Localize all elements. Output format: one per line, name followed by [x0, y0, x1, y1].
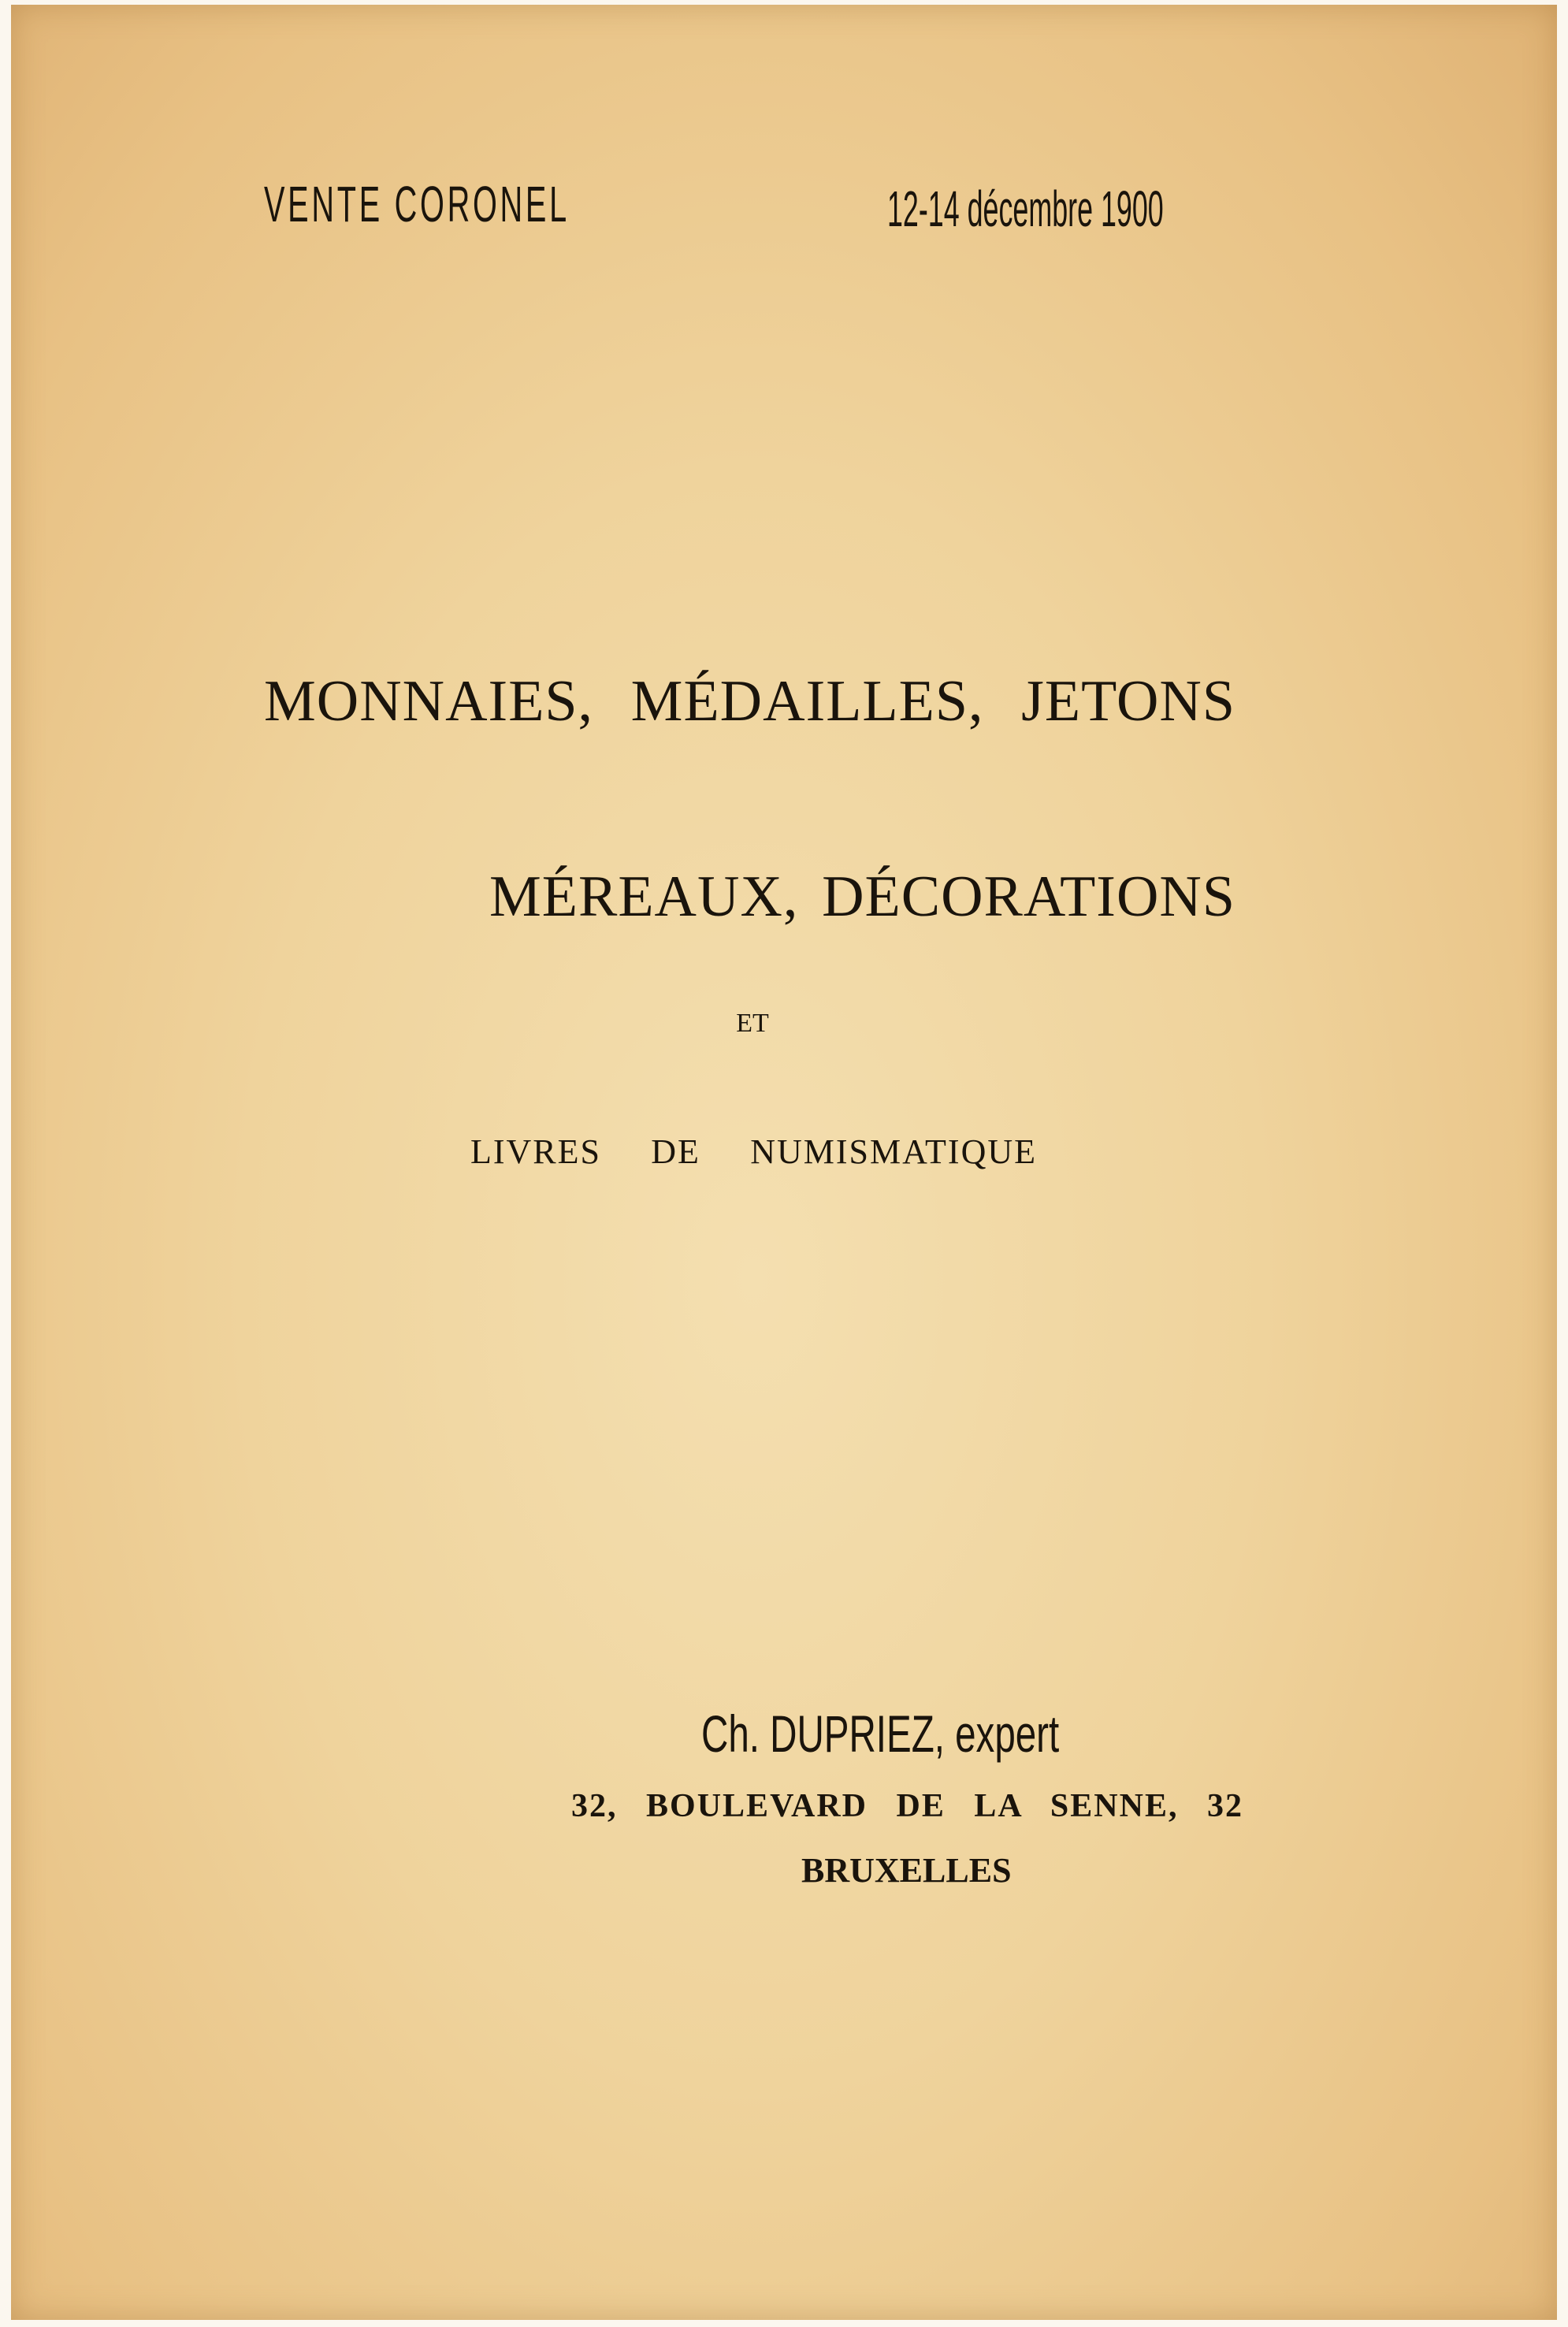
- expert-city: BRUXELLES: [801, 1851, 1012, 1890]
- title-line-2: MÉREAUX, DÉCORATIONS: [489, 864, 1235, 929]
- title-line-3: LIVRES DE NUMISMATIQUE: [470, 1132, 1037, 1171]
- expert-address: 32, BOULEVARD DE LA SENNE, 32: [571, 1788, 1243, 1824]
- expert-name: Ch. DUPRIEZ, expert: [701, 1704, 1060, 1763]
- sale-date: 12-14 décembre 1900: [887, 180, 1164, 237]
- title-line-1: MONNAIES, MÉDAILLES, JETONS: [264, 669, 1235, 734]
- sale-name: VENTE CORONEL: [264, 176, 570, 232]
- title-conjunction: ET: [736, 1009, 769, 1038]
